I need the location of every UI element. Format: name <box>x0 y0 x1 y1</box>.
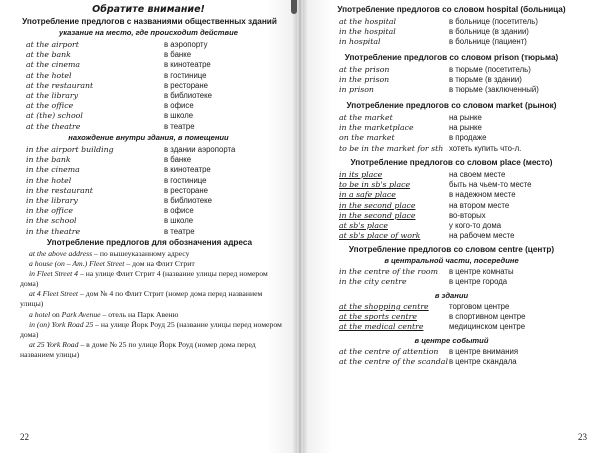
russian-translation: в здании аэропорта <box>164 145 236 154</box>
list-item <box>339 123 589 133</box>
address-line-5: a hotel on Park Avenue – отель на Парк Авеню <box>29 309 179 319</box>
list-item <box>339 357 589 367</box>
russian-translation: в больнице (в здании) <box>449 27 529 37</box>
list-item <box>26 165 286 175</box>
section-title-market: Употребление предлогов со словом market (рынок) <box>346 101 557 110</box>
english-phrase: at (the) school <box>26 111 83 121</box>
list-centre-building <box>339 302 589 333</box>
english-phrase: at the centre of attention <box>339 347 439 356</box>
list-centre-middle <box>339 267 589 287</box>
list-item <box>339 347 589 357</box>
english-phrase: in the airport building <box>26 145 114 154</box>
russian-translation: на рынке <box>449 113 482 122</box>
english-phrase: at the hotel <box>26 70 72 80</box>
section-title-centre: Употребление предлогов со словом centre (центр) <box>348 245 555 254</box>
subtitle-centre-events: в центре событий <box>414 336 489 345</box>
english-phrase: at sb's place <box>339 220 388 230</box>
list-item <box>26 122 286 132</box>
russian-translation: в кинотеатре <box>164 165 211 175</box>
russian-translation: в аэропорту <box>164 40 208 49</box>
russian-translation: на своем месте <box>449 170 506 179</box>
list-item <box>26 186 286 196</box>
address-line-4: at 4 Fleet Street – дом № 4 по Флит Стрит (номер дома перед названием улицы) <box>20 289 263 309</box>
english-phrase: at the office <box>26 101 74 111</box>
english-phrase: in the school <box>26 216 77 226</box>
list-item <box>339 190 589 200</box>
subtitle-place-of-action: указание на место, где происходит действие <box>59 28 238 37</box>
english-phrase: in the hotel <box>26 175 72 185</box>
english-phrase: in the bank <box>26 155 71 165</box>
english-phrase: in hospital <box>339 37 381 47</box>
english-phrase: in a safe place <box>339 190 396 200</box>
list-hospital <box>339 17 589 48</box>
english-phrase: on the market <box>339 133 395 143</box>
list-item <box>339 322 589 332</box>
english-phrase: in the office <box>26 206 73 216</box>
list-place <box>339 170 589 241</box>
list-item <box>339 231 589 241</box>
english-phrase: in the library <box>26 195 78 205</box>
english-phrase: at the centre of the scandal <box>339 357 448 367</box>
russian-translation: в библиотеке <box>164 195 212 205</box>
english-phrase: in the marketplace <box>339 123 414 133</box>
russian-translation: в тюрьме (заключенный) <box>449 85 539 95</box>
page-title: Обратите внимание! <box>92 4 205 15</box>
list-item <box>339 17 589 27</box>
russian-translation: в центре города <box>449 277 508 287</box>
list-item <box>26 145 286 155</box>
english-phrase: to be in the market for sth <box>339 143 444 153</box>
list-item <box>26 111 286 121</box>
section-title-address: Употребление предлогов для обозначения адреса <box>46 238 253 247</box>
list-item <box>339 37 589 47</box>
list-item <box>339 27 589 37</box>
english-phrase: at the prison <box>339 65 390 74</box>
list-item <box>26 227 286 237</box>
english-phrase: at the medical centre <box>339 322 424 332</box>
list-item <box>339 312 589 322</box>
english-phrase: at the hospital <box>339 17 396 26</box>
list-item <box>26 50 286 60</box>
address-examples <box>20 249 286 360</box>
russian-translation: в ресторане <box>164 185 209 195</box>
russian-translation: в кинотеатре <box>164 60 211 70</box>
address-line-6: in (on) York Road 25 – на улице Йорк Роуд 25 (название улицы перед номером дома) <box>20 319 282 339</box>
list-item <box>339 113 589 123</box>
russian-translation: в гостинице <box>164 175 207 185</box>
list-item <box>339 85 589 95</box>
russian-translation: в банке <box>164 155 192 165</box>
russian-translation: в гостинице <box>164 70 207 80</box>
russian-translation: торговом центре <box>449 302 510 311</box>
russian-translation: в театре <box>164 226 195 236</box>
list-item <box>339 201 589 211</box>
english-phrase: at the shopping centre <box>339 302 429 311</box>
list-item <box>26 71 286 81</box>
list-item <box>26 40 286 50</box>
russian-translation: на рынке <box>449 123 482 133</box>
right-page <box>303 0 600 453</box>
section-title-public-buildings: Употребление предлогов с названиями общественных зданий <box>22 17 277 26</box>
russian-translation: в офисе <box>164 206 194 216</box>
section-title-hospital: Употребление предлогов со словом hospital (больница) <box>337 5 566 14</box>
russian-translation: в больнице (пациент) <box>449 37 527 47</box>
english-phrase: in the second place <box>339 210 416 220</box>
address-line-2: a house (on – Am.) Fleet Street – дом на Флит Стрит <box>29 259 195 269</box>
list-item <box>339 144 589 154</box>
english-phrase: in its place <box>339 170 383 179</box>
list-item <box>339 75 589 85</box>
subtitle-inside-building: нахождение внутри здания, в помещении <box>68 133 229 142</box>
russian-translation: быть на чьем-то месте <box>449 180 532 190</box>
russian-translation: в театре <box>164 121 195 131</box>
english-phrase: to be in sb's place <box>339 180 411 190</box>
list-prison <box>339 65 589 96</box>
list-item <box>26 81 286 91</box>
russian-translation: в продаже <box>449 133 487 143</box>
list-item <box>339 221 589 231</box>
english-phrase: at the bank <box>26 50 71 60</box>
russian-translation: медицинском центре <box>449 322 526 332</box>
english-phrase: in the centre of the room <box>339 267 439 276</box>
english-phrase: in the prison <box>339 75 390 85</box>
list-centre-events <box>339 347 589 367</box>
english-phrase: at the theatre <box>26 121 81 131</box>
russian-translation: в больнице (посетитель) <box>449 17 538 26</box>
russian-translation: хотеть купить что-л. <box>449 143 522 153</box>
list-in-buildings <box>26 145 286 237</box>
english-phrase: at sb's place of work <box>339 231 421 241</box>
section-title-place: Употребление предлогов со словом place (место) <box>350 158 553 167</box>
english-phrase: at the library <box>26 90 78 100</box>
russian-translation: в центре комнаты <box>449 267 514 276</box>
english-phrase: at the airport <box>26 40 79 49</box>
list-item <box>339 277 589 287</box>
russian-translation: в ресторане <box>164 80 209 90</box>
binding-mark <box>291 0 297 14</box>
russian-translation: в тюрьме (в здании) <box>449 75 522 85</box>
section-title-prison: Употребление предлогов со словом prison (тюрьма) <box>344 53 559 62</box>
list-item <box>26 60 286 70</box>
english-phrase: at the sports centre <box>339 312 418 322</box>
russian-translation: во-вторых <box>449 210 486 220</box>
russian-translation: на втором месте <box>449 200 510 210</box>
russian-translation: в центре внимания <box>449 347 519 356</box>
list-item <box>339 65 589 75</box>
list-item <box>26 176 286 186</box>
list-at-buildings <box>26 40 286 132</box>
subtitle-centre-building: в здании <box>434 291 469 300</box>
english-phrase: in the second place <box>339 200 416 210</box>
russian-translation: в тюрьме (посетитель) <box>449 65 531 74</box>
address-line-7: at 25 York Road – в доме № 25 по улице Йорк Роуд (номер дома перед названием улицы) <box>20 339 256 359</box>
russian-translation: на рабочем месте <box>449 231 515 241</box>
list-item <box>26 206 286 216</box>
list-item <box>339 267 589 277</box>
english-phrase: at the cinema <box>26 60 81 70</box>
russian-translation: в центре скандала <box>449 357 517 367</box>
list-item <box>339 302 589 312</box>
russian-translation: у кого-то дома <box>449 220 502 230</box>
russian-translation: в надежном месте <box>449 190 516 200</box>
list-item <box>26 216 286 226</box>
page-number-left: 22 <box>20 432 29 442</box>
list-item <box>26 155 286 165</box>
list-item <box>339 170 589 180</box>
list-item <box>26 196 286 206</box>
english-phrase: in prison <box>339 85 374 95</box>
english-phrase: in the restaurant <box>26 185 93 195</box>
russian-translation: в школе <box>164 111 194 121</box>
english-phrase: in the hospital <box>339 27 396 37</box>
subtitle-centre-middle: в центральной части, посередине <box>384 256 519 265</box>
russian-translation: в банке <box>164 50 192 60</box>
list-market <box>339 113 589 154</box>
english-phrase: in the theatre <box>26 226 81 236</box>
left-page <box>0 0 297 453</box>
russian-translation: в школе <box>164 216 194 226</box>
russian-translation: в спортивном центре <box>449 312 526 322</box>
russian-translation: в библиотеке <box>164 90 212 100</box>
english-phrase: in the city centre <box>339 277 407 287</box>
page-number-right: 23 <box>578 432 587 442</box>
book-gutter <box>292 0 308 453</box>
list-item <box>26 91 286 101</box>
address-line-1: at the above address – по вышеуказанному адресу <box>29 249 190 258</box>
list-item <box>26 101 286 111</box>
english-phrase: at the market <box>339 113 393 122</box>
list-item <box>339 133 589 143</box>
english-phrase: in the cinema <box>26 165 80 175</box>
english-phrase: at the restaurant <box>26 80 94 90</box>
list-item <box>339 180 589 190</box>
list-item <box>339 211 589 221</box>
address-line-3: in Fleet Street 4 – на улице Флит Стрит 4 (название улицы перед номером дома) <box>20 269 268 289</box>
russian-translation: в офисе <box>164 101 194 111</box>
